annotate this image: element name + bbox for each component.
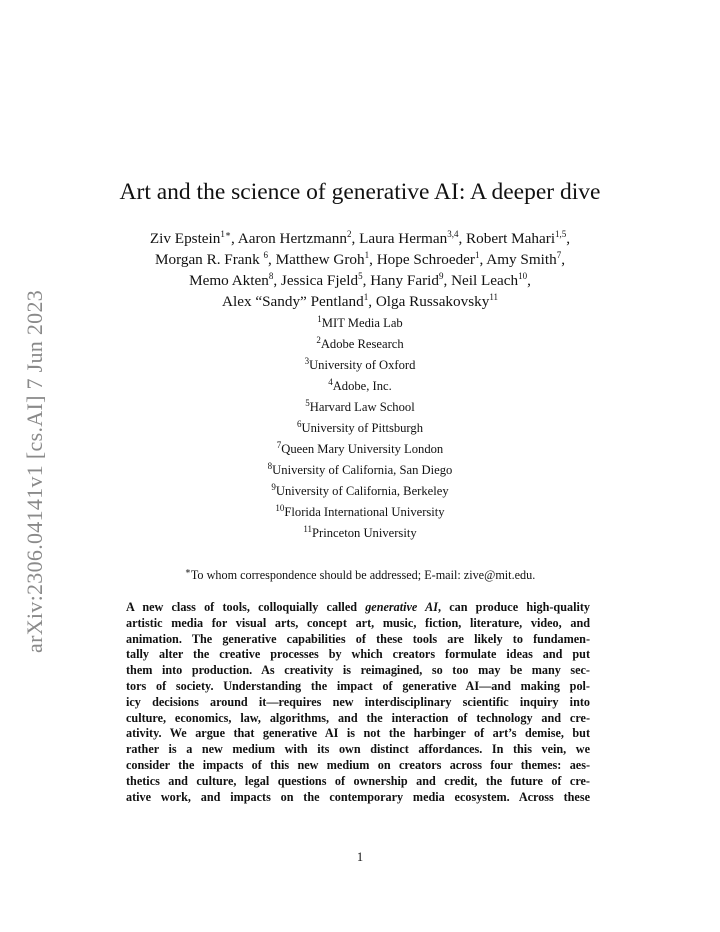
abstract-line: icy decisions around it—requires new interdisciplinary scientific inquiry into [126, 694, 590, 709]
abstract-line: thetics and culture, legal questions of ownership and credit, the future of cre- [126, 773, 590, 788]
abstract-line: consider the impacts of this new medium on creators across four themes: aes- [126, 757, 590, 772]
affiliation-number: 7 [276, 439, 282, 450]
affiliation-name: MIT Media Lab [321, 316, 403, 330]
affiliation-item [0, 460, 720, 481]
author-affiliation-mark: 2 [346, 228, 352, 239]
affiliation-number: 6 [296, 418, 302, 429]
author-affiliation-mark: 7 [556, 249, 562, 260]
abstract-line: tally alter the creative processes by which creators formulate ideas and put [126, 647, 590, 662]
author-name: Hope Schroeder [376, 251, 475, 268]
author-list [0, 228, 720, 312]
abstract-line: A new class of tools, colloquially called generative AI, can produce high-quality [126, 600, 590, 614]
affiliation-number: 10 [275, 502, 285, 513]
author-affiliation-mark: 1∗ [220, 228, 231, 239]
affiliation-name: Queen Mary University London [281, 442, 444, 456]
author-name: Neil Leach [451, 272, 519, 289]
arxiv-id: arXiv:2306.04141v1 [cs.AI] 7 Jun 2023 [22, 289, 47, 653]
author-name: Jessica Fjeld [280, 272, 359, 289]
author-name: Aaron Hertzmann [237, 230, 347, 247]
author-affiliation-mark: 1 [474, 249, 480, 260]
affiliation-name: Harvard Law School [309, 400, 415, 414]
correspondence-text: To whom correspondence should be addressed; E-mail: zive@mit.edu. [190, 568, 536, 582]
correspondence-note [0, 565, 720, 583]
author-name: Matthew Groh [275, 251, 365, 268]
author-line: Ziv Epstein$^{1∗}$, Aaron Hertzmann$^2$, Laura Herman$^{3,4}$, Robert Mahari$^{1,5}$, [149, 228, 571, 247]
author-affiliation-mark: 1 [363, 291, 369, 302]
affiliation-name: Princeton University [312, 526, 417, 540]
affiliation-item [0, 313, 720, 334]
affiliation-name: Florida International University [284, 505, 445, 519]
affiliation-item [0, 523, 720, 544]
affiliation-item [0, 481, 720, 502]
author-affiliation-mark: 1,5 [555, 228, 567, 239]
author-name: Hany Farid [370, 272, 439, 289]
affiliation-number: 11 [303, 523, 313, 534]
page-number: 1 [356, 850, 364, 864]
abstract-emphasis: generative AI [365, 600, 438, 614]
author-name: Laura Herman [359, 230, 448, 247]
author-name: Alex “Sandy” Pentland [222, 293, 364, 310]
affiliation-item [0, 355, 720, 376]
author-affiliation-mark: 11 [489, 291, 498, 302]
affiliation-number: 1 [317, 313, 322, 324]
affiliation-name: University of Pittsburgh [301, 421, 423, 435]
author-affiliation-mark: 10 [518, 270, 528, 281]
abstract-line: tors of society. Understanding the impact of generative AI—and making pol- [126, 678, 590, 693]
affiliation-number: 3 [304, 355, 310, 366]
affiliation-name: University of Oxford [309, 358, 416, 372]
author-line: Alex “Sandy” Pentland$^1$, Olga Russakovsky$^{11}$ [222, 291, 498, 310]
abstract-line: rather is a new medium with its own distinct affordances. In this vein, we [126, 742, 590, 757]
affiliation-name: Adobe, Inc. [332, 379, 392, 393]
affiliation-number: 2 [316, 334, 321, 345]
author-affiliation-mark: 5 [358, 270, 363, 281]
correspondence-mark: ∗ [184, 565, 191, 576]
affiliation-item [0, 418, 720, 439]
author-name: Olga Russakovsky [375, 293, 490, 310]
affiliation-name: University of California, San Diego [272, 463, 453, 477]
author-affiliation-mark: 6 [263, 249, 269, 260]
author-name: Memo Akten [189, 272, 269, 289]
affiliation-number: 9 [271, 481, 276, 492]
abstract-line: animation. The generative capabilities of these tools are likely to fundamen- [126, 631, 590, 646]
author-name: Ziv Epstein [149, 230, 221, 247]
affiliation-item [0, 376, 720, 397]
affiliation-item [0, 397, 720, 418]
affiliation-item [0, 439, 720, 460]
abstract-line: artistic media for visual arts, concept art, music, fiction, literature, video, and [126, 615, 590, 630]
author-name: Amy Smith [486, 251, 557, 268]
affiliation-name: Adobe Research [320, 337, 404, 351]
abstract-line: ativity. We argue that generative AI is not the harbinger of art’s demise, but [126, 726, 590, 741]
author-affiliation-mark: 8 [268, 270, 274, 281]
affiliation-number: 4 [328, 376, 333, 387]
affiliation-name: University of California, Berkeley [275, 484, 449, 498]
abstract [126, 600, 590, 805]
affiliation-list [0, 313, 720, 544]
affiliation-item [0, 502, 720, 523]
author-name: Morgan R. Frank [154, 251, 264, 268]
author-affiliation-mark: 3,4 [447, 228, 459, 239]
paper-title: Art and the science of generative AI: A deeper dive [119, 179, 601, 205]
author-affiliation-mark: 9 [438, 270, 444, 281]
author-name: Robert Mahari [466, 230, 556, 247]
affiliation-number: 8 [267, 460, 273, 471]
affiliation-number: 5 [305, 397, 310, 408]
affiliation-item [0, 334, 720, 355]
author-affiliation-mark: 1 [364, 249, 370, 260]
author-line: Morgan R. Frank $^6$, Matthew Groh$^1$, Hope Schroeder$^1$, Amy Smith$^7$, [154, 249, 566, 268]
abstract-line: ative work, and impacts on the contemporary media ecosystem. Across these [126, 789, 590, 804]
abstract-line: culture, economics, law, algorithms, and the interaction of technology and cre- [126, 710, 590, 725]
abstract-line: them into production. As creativity is reimagined, so too may be many sec- [126, 663, 590, 678]
author-line: Memo Akten$^8$, Jessica Fjeld$^5$, Hany Farid$^9$, Neil Leach$^{10}$, [189, 270, 531, 289]
